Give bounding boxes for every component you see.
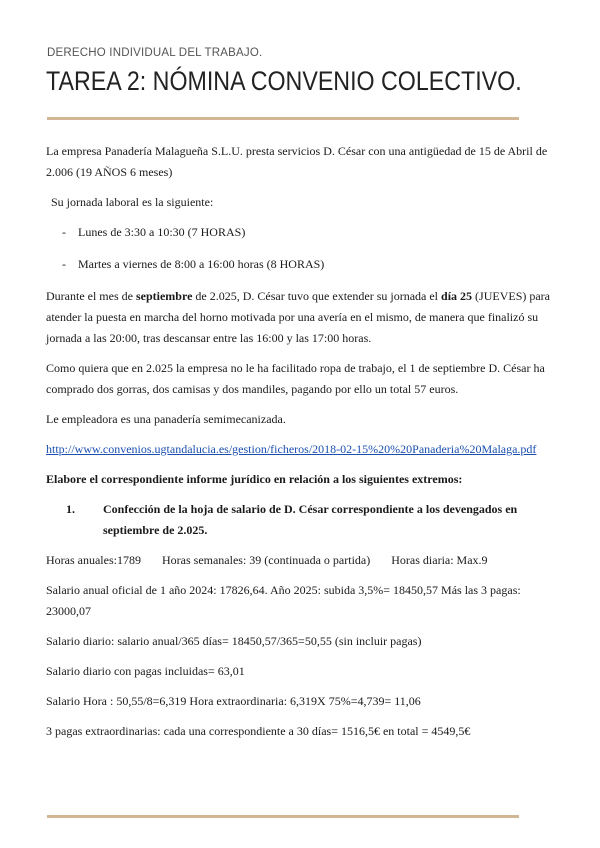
intro-paragraph: La empresa Panadería Malagueña S.L.U. presta servicios D. César con una antigüedad de 15 de Abril de 2.006 (19 AÑOS 6 meses) (46, 144, 548, 179)
salary-daily: Salario diario: salario anual/365 días= 18450,57/365=50,55 (sin incluir pagas) (46, 634, 422, 648)
hours-weekly: Horas semanales: 39 (continuada o partida) (161, 553, 371, 567)
overtime-day: día 25 (441, 289, 473, 303)
task-text: Confección de la hoja de salario de D. César correspondiente a los devengados en septiembre de 2.025. (103, 502, 518, 537)
agreement-link[interactable]: http://www.convenios.ugtandalucia.es/gestion/ficheros/2018-02-15%20%20Panaderia%20Malaga.pdf (46, 442, 537, 456)
overtime-text-2: de 2.025, D. César tuvo que extender su jornada el (192, 289, 442, 303)
agreement-link-paragraph (46, 439, 554, 460)
salary-hour: Salario Hora : 50,55/8=6,319 Hora extraordinaria: 6,319X 75%=4,739= 11,06 (46, 694, 421, 708)
schedule-item-monday: Lunes de 3:30 a 10:30 (7 HORAS) (78, 225, 246, 239)
schedule-item-tue-fri: Martes a viernes de 8:00 a 16:00 horas (8 HORAS) (78, 257, 325, 271)
overtime-text-1: Durante el mes de (46, 289, 136, 303)
overtime-paragraph (46, 286, 554, 349)
overtime-text-3: (JUEVES) para atender la puesta en marcha del horno motivada por una avería en el mismo, de manera que finalizó su jornada a las 20:00, tras descansar entre las 16:00 y las 17:00 horas. (46, 289, 551, 345)
document-subtitle: DERECHO INDIVIDUAL DEL TRABAJO. (47, 47, 263, 59)
document-body (46, 141, 554, 751)
list-item (46, 254, 554, 275)
top-divider (47, 117, 519, 120)
salary-daily-pagas: Salario diario con pagas incluidas= 63,01 (46, 664, 245, 678)
task-number: 1. (66, 502, 75, 516)
task-heading: Elabore el correspondiente informe jurídico en relación a los siguientes extremos: (46, 472, 463, 486)
document-title: TAREA 2: NÓMINA CONVENIO COLECTIVO. (46, 66, 522, 96)
overtime-month: septiembre (135, 289, 193, 303)
schedule-lead: Su jornada laboral es la siguiente: (51, 195, 214, 209)
extra-pays: 3 pagas extraordinarias: cada una correspondiente a 30 días= 1516,5€ en total = 4549,5€ (46, 724, 471, 738)
bullet-dash: - (62, 225, 66, 239)
clothing-paragraph: Como quiera que en 2.025 la empresa no le ha facilitado ropa de trabajo, el 1 de septiembre D. César ha comprado dos gorras, dos camisas y dos mandiles, pagando por ello un total 57 euros. (46, 361, 545, 396)
hours-daily: Horas diaria: Max.9 (391, 553, 488, 567)
employer-paragraph: Le empleadora es una panadería semimecanizada. (46, 412, 286, 426)
list-item (46, 222, 554, 243)
bottom-divider (47, 815, 519, 818)
bullet-dash: - (62, 257, 66, 271)
hours-annual: Horas anuales:1789 (46, 553, 141, 567)
salary-annual: Salario anual oficial de 1 año 2024: 17826,64. Año 2025: subida 3,5%= 18450,57 Más las 3 pagas: 23000,07 (46, 583, 521, 618)
task-item (46, 499, 554, 541)
hours-row (46, 550, 554, 571)
